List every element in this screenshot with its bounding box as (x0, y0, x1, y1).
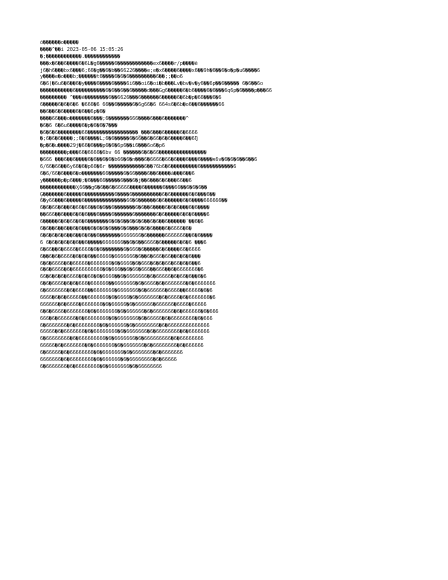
text-line-timestamp: ����^��i 2023-05-06 15:05:26 (40, 46, 124, 53)
text-line: 6�6�6�6�6��6��6�6��6�������6666666�6������6666666��6�6���� (40, 232, 213, 239)
text-line: 6�6�6666�6�66666�6666666�6�6666�6�666�6�6�66�66�6�6��6 (40, 260, 201, 267)
text-line: 6�6666666�6�66666666�6�666666�6�66666666�6�66666666666666 (40, 322, 210, 329)
text-line: 6�6�6666�6666666�6�6666666�6�666666�6�6666666�6�666666�6�666 (40, 308, 219, 315)
text-line: y������p�p6���;�6���66�����6���6�j��6���6�6���66��6 (40, 177, 192, 184)
text-line: 6 6�6�6�6�6�6��6�����6666666��6�6��6666�6�����6�6�6 ���6 (40, 239, 207, 246)
text-line: 6666666�6�66666666�6�666666�6�66666666�6�66666 (40, 356, 177, 363)
text-line: 66666�6�6666666�6�6666666�6�6666666�6�66666666�6�666666 (40, 343, 204, 350)
text-line: 6�66666�6�66666666�6�6666666�6�6666666�6�6666666 (40, 350, 183, 357)
text-line: 6666�6�6�66666��6666666�6�6666�6�6666666�6�6666�6�6666666�6 (40, 294, 216, 301)
text-line: ��������� ^���ĕ��������6��6626���6������6�����6�6b�p�66���6�6 (40, 95, 222, 102)
text-line: 6�6��6��6��6�6���6�6�6�6���6�6���6�6�6����6�6666�6� (40, 226, 192, 233)
document-body (40, 40, 420, 460)
text-line: 6�6�6666�6�6�666�666666��6666666�6�6666�6�6666666�6�6666666 (40, 281, 216, 288)
text-line: Ģ�������6�����6����������6����6����������6�6������6�6���6�� (40, 191, 216, 198)
text-line: 6�6�66�6��6�66�66��6�6��6�������6�6��6����6�6�6���6�6���� (40, 205, 210, 212)
text-line: 6�y66���6�����6��������������66�6������6�6������6�6����666666�� (40, 198, 228, 205)
text-line: 6�6/66�6���6�o�������66�����6�66����6��6����ӑ���6��6 (40, 170, 195, 177)
text-line: 6�����6�6�66�6�6�������6�6�6��6�6�6��6�6��6������ˇ��6�6 (40, 219, 204, 226)
text-line: ��666��6���6�6�6���6����6������6�������6�6�����6�6�6����6 (40, 212, 210, 219)
text-line: ����66���o�������6���;6�������666����6���6�������^ (40, 115, 189, 122)
text-line: 6�6666666�6�6666��6666666�6666666�6�666666�6666��66666�6�6 (40, 288, 213, 295)
text-line: 66�6�6�6�6666�6�66�6�6666��6�6666666�6�66666�6�66�6��6�6 (40, 274, 207, 281)
text-line: 6�����6�6�6�6 �666�6 66��6�����6�6g66�6 664s6�6b�o6��6������66 (40, 102, 225, 109)
text-line: 6/66�66��6y66�6�p66�6r ������������6��?6b6�6���������6�����������6 (40, 164, 237, 171)
text-line: 666�6�666666�6�66666666�6�6666666�6�66666�6�66666666�6�666 (40, 315, 213, 322)
text-line: �;������������.������������ (40, 53, 121, 60)
text-line: ���x�6��6����6�6L�g6�����6������������ex6����r/p����ĕ (40, 60, 198, 67)
text-line: 6��6�6�6666�6�6�6��66666�6666666�6��6�666�66��6�6�6��� (40, 253, 201, 260)
text-line: �6�6 6�6u6����6�p�6�6�7��� (40, 122, 118, 129)
text-line: 6�6�6666�6�6666666666�6�666��6�66�666��666��6�6666666�6 (40, 267, 204, 274)
text-line: �6�6�6��������66�����������������_���6���6�����6�6666 (40, 129, 198, 136)
text-line: �666 ���6��6����6�6��6�6�b66�6�n���6�6666�66�6���6���6����ʀ6v�6�6�6��6��6 (40, 157, 258, 164)
text-line: ������������Ӽ66��g6�6��6�66666����6������6���66��6�6�6�� (40, 184, 208, 191)
text-line: �p�6�u����29j�66�6���p6�6�6p6��i6���6o6�p6 (40, 143, 165, 150)
text-line: 6�66666666�6�666666666�6�6666666�6�666666666�6�66666666 (40, 336, 204, 343)
text-line: ��6��6�6����6�6��6p�6� (40, 108, 106, 115)
text-line: j6�h6���bx6���6;66�g��6�b��66226����e;e�x6����6����x6��9h�6��6�o�p�u6����6 (40, 67, 261, 74)
text-line: 666666�6�6666�6666666�6�66666�6�666666�666666�6666�66666 (40, 301, 207, 308)
text-line: 6�6666666�6�66666666�6�6666666�6�66666666 (40, 363, 162, 370)
text-line: �����������6����������6�6��6��6�����d���Gg6�����6�b6����6�6���6q6p�6����p���66 (40, 88, 272, 95)
text-line: �;6�6�6����;;6�6����L;6�6�����6�66��6�66�6�6����6��6Ŋ (40, 136, 198, 143)
text-line: 66666�6�6666666�6�66666666�6�6666666�6�66666666�6�6666666 (40, 329, 210, 336)
text-line: 6�66��6�6666�6666�6�6�������6�666�6�����6�6����66�6666 (40, 246, 201, 253)
text-line: ���������p���66�6666�6bv 66 ������6�6�66���������������� (40, 150, 207, 157)
text-line: 6�6(�6u6�6��6�y����6����6����6i6��oi6�oi�b���Lv�bv�v�y6��6p��6����� 6�6��6o (40, 81, 263, 88)
text-line: y����e�o���b;������t6����6�6�6���������6��;;��o6 (40, 74, 183, 81)
text-line: ő������o����� (40, 40, 79, 46)
